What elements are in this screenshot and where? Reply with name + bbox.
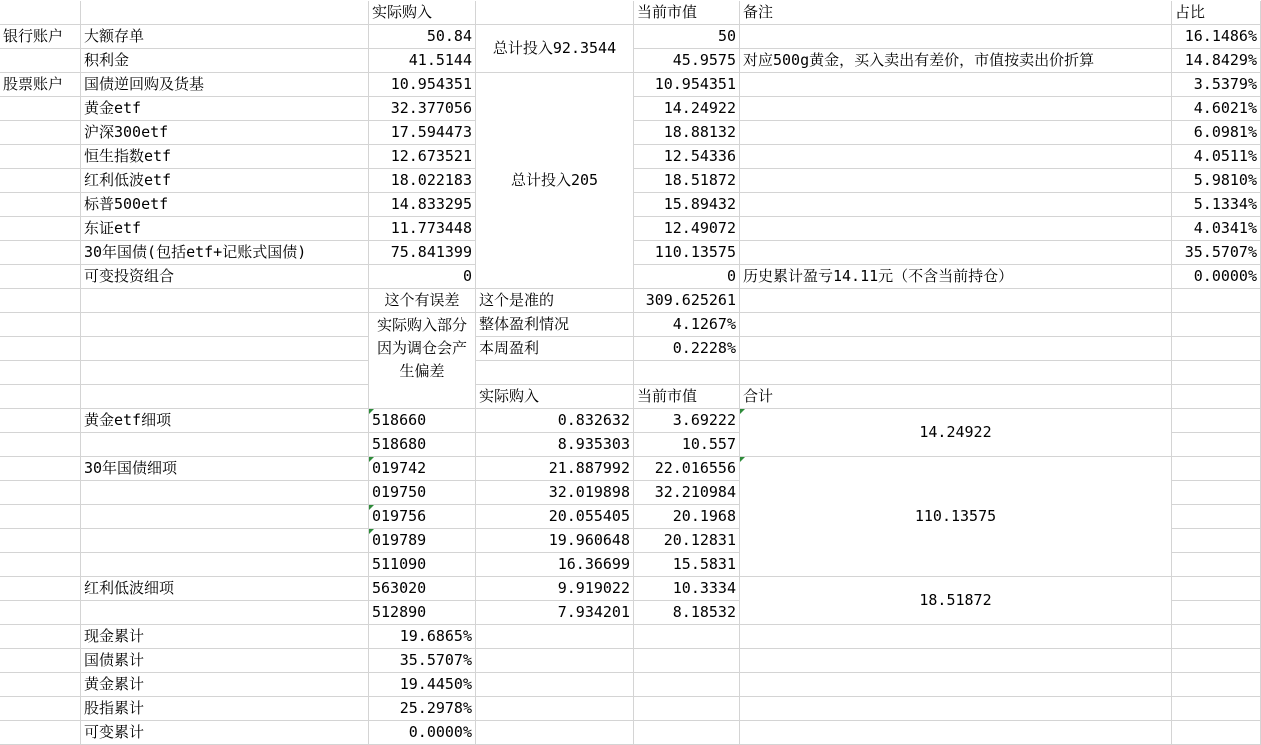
item-remark[interactable]: [740, 145, 1172, 169]
cumulative-label[interactable]: 国债累计: [81, 649, 369, 673]
cumulative-label[interactable]: 现金累计: [81, 625, 369, 649]
empty-cell[interactable]: [740, 649, 1172, 673]
item-buy[interactable]: 17.594473: [369, 121, 476, 145]
item-value[interactable]: 12.49072: [634, 217, 740, 241]
item-remark[interactable]: 对应500g黄金，买入卖出有差价，市值按卖出价折算: [740, 49, 1172, 73]
item-value[interactable]: 18.51872: [634, 169, 740, 193]
empty-cell[interactable]: [1172, 625, 1261, 649]
empty-cell[interactable]: [0, 169, 81, 193]
detail-header-buy[interactable]: 实际购入: [476, 385, 634, 409]
empty-cell[interactable]: [634, 625, 740, 649]
empty-cell[interactable]: [634, 649, 740, 673]
empty-cell[interactable]: [476, 625, 634, 649]
empty-cell[interactable]: [0, 241, 81, 265]
item-ratio[interactable]: 14.8429%: [1172, 49, 1261, 73]
item-remark[interactable]: [740, 121, 1172, 145]
item-name[interactable]: 恒生指数etf: [81, 145, 369, 169]
detail-code[interactable]: 019742: [369, 457, 476, 481]
empty-cell[interactable]: [0, 721, 81, 745]
empty-cell[interactable]: [1172, 673, 1261, 697]
empty-cell[interactable]: [1172, 481, 1261, 505]
header-ratio[interactable]: 占比: [1172, 1, 1261, 25]
detail-sum[interactable]: 14.24922: [740, 409, 1172, 457]
empty-cell[interactable]: [0, 457, 81, 481]
empty-cell[interactable]: [0, 49, 81, 73]
empty-cell[interactable]: [81, 529, 369, 553]
empty-cell[interactable]: [1172, 649, 1261, 673]
detail-value[interactable]: 20.1968: [634, 505, 740, 529]
item-remark[interactable]: [740, 241, 1172, 265]
empty-cell[interactable]: [0, 673, 81, 697]
empty-cell[interactable]: [0, 121, 81, 145]
empty-cell[interactable]: [81, 313, 369, 337]
item-ratio[interactable]: 3.5379%: [1172, 73, 1261, 97]
week-label[interactable]: 本周盈利: [476, 337, 634, 361]
empty-cell[interactable]: [0, 337, 81, 361]
empty-cell[interactable]: [0, 505, 81, 529]
item-ratio[interactable]: 5.9810%: [1172, 169, 1261, 193]
detail-buy[interactable]: 16.36699: [476, 553, 634, 577]
detail-buy[interactable]: 9.919022: [476, 577, 634, 601]
stock-total[interactable]: 总计投入205: [476, 73, 634, 289]
item-buy[interactable]: 10.954351: [369, 73, 476, 97]
empty-cell[interactable]: [634, 361, 740, 385]
item-value[interactable]: 0: [634, 265, 740, 289]
item-remark[interactable]: 历史累计盈亏14.11元（不含当前持仓）: [740, 265, 1172, 289]
empty-cell[interactable]: [81, 505, 369, 529]
item-value[interactable]: 45.9575: [634, 49, 740, 73]
detail-group-label[interactable]: 红利低波细项: [81, 577, 369, 601]
empty-cell[interactable]: [476, 1, 634, 25]
empty-cell[interactable]: [1172, 457, 1261, 481]
profit-label[interactable]: 整体盈利情况: [476, 313, 634, 337]
cumulative-label[interactable]: 可变累计: [81, 721, 369, 745]
item-buy[interactable]: 0: [369, 265, 476, 289]
empty-cell[interactable]: [1172, 505, 1261, 529]
detail-buy[interactable]: 7.934201: [476, 601, 634, 625]
item-ratio[interactable]: 6.0981%: [1172, 121, 1261, 145]
detail-buy[interactable]: 20.055405: [476, 505, 634, 529]
detail-value[interactable]: 15.5831: [634, 553, 740, 577]
empty-cell[interactable]: [1172, 577, 1261, 601]
empty-cell[interactable]: [81, 481, 369, 505]
item-name[interactable]: 黄金etf: [81, 97, 369, 121]
empty-cell[interactable]: [1172, 721, 1261, 745]
item-remark[interactable]: [740, 97, 1172, 121]
empty-cell[interactable]: [81, 361, 369, 385]
empty-cell[interactable]: [0, 361, 81, 385]
item-value[interactable]: 50: [634, 25, 740, 49]
empty-cell[interactable]: [0, 649, 81, 673]
item-value[interactable]: 12.54336: [634, 145, 740, 169]
item-buy[interactable]: 75.841399: [369, 241, 476, 265]
item-name[interactable]: 积利金: [81, 49, 369, 73]
item-value[interactable]: 10.954351: [634, 73, 740, 97]
empty-cell[interactable]: [0, 265, 81, 289]
empty-cell[interactable]: [1172, 553, 1261, 577]
empty-cell[interactable]: [0, 433, 81, 457]
detail-code[interactable]: 019789: [369, 529, 476, 553]
empty-cell[interactable]: [81, 433, 369, 457]
item-remark[interactable]: [740, 73, 1172, 97]
header-actual-buy[interactable]: 实际购入: [369, 1, 476, 25]
item-ratio[interactable]: 16.1486%: [1172, 25, 1261, 49]
detail-sum[interactable]: 110.13575: [740, 457, 1172, 577]
empty-cell[interactable]: [740, 337, 1172, 361]
item-remark[interactable]: [740, 193, 1172, 217]
empty-cell[interactable]: [0, 529, 81, 553]
empty-cell[interactable]: [1172, 409, 1261, 433]
item-remark[interactable]: [740, 25, 1172, 49]
cumulative-value[interactable]: 25.2978%: [369, 697, 476, 721]
detail-value[interactable]: 3.69222: [634, 409, 740, 433]
item-remark[interactable]: [740, 217, 1172, 241]
detail-group-label[interactable]: 黄金etf细项: [81, 409, 369, 433]
empty-cell[interactable]: [1172, 601, 1261, 625]
empty-cell[interactable]: [0, 145, 81, 169]
empty-cell[interactable]: [476, 361, 634, 385]
cumulative-label[interactable]: 黄金累计: [81, 673, 369, 697]
error-label[interactable]: 这个有误差: [369, 289, 476, 313]
item-buy[interactable]: 18.022183: [369, 169, 476, 193]
empty-cell[interactable]: [740, 313, 1172, 337]
item-buy[interactable]: 41.5144: [369, 49, 476, 73]
empty-cell[interactable]: [0, 217, 81, 241]
cumulative-value[interactable]: 19.6865%: [369, 625, 476, 649]
item-ratio[interactable]: 4.0511%: [1172, 145, 1261, 169]
detail-group-label[interactable]: 30年国债细项: [81, 457, 369, 481]
empty-cell[interactable]: [0, 409, 81, 433]
empty-cell[interactable]: [740, 721, 1172, 745]
bank-account-label[interactable]: 银行账户: [0, 25, 81, 49]
empty-cell[interactable]: [634, 673, 740, 697]
accurate-label[interactable]: 这个是准的: [476, 289, 634, 313]
empty-cell[interactable]: [0, 385, 81, 409]
empty-cell[interactable]: [0, 553, 81, 577]
item-name[interactable]: 东证etf: [81, 217, 369, 241]
empty-cell[interactable]: [740, 361, 1172, 385]
empty-cell[interactable]: [81, 385, 369, 409]
empty-cell[interactable]: [81, 1, 369, 25]
detail-buy[interactable]: 19.960648: [476, 529, 634, 553]
detail-value[interactable]: 22.016556: [634, 457, 740, 481]
empty-cell[interactable]: [740, 673, 1172, 697]
empty-cell[interactable]: [476, 649, 634, 673]
item-ratio[interactable]: 0.0000%: [1172, 265, 1261, 289]
item-ratio[interactable]: 5.1334%: [1172, 193, 1261, 217]
cumulative-value[interactable]: 0.0000%: [369, 721, 476, 745]
empty-cell[interactable]: [0, 625, 81, 649]
item-name[interactable]: 沪深300etf: [81, 121, 369, 145]
empty-cell[interactable]: [0, 97, 81, 121]
empty-cell[interactable]: [1172, 697, 1261, 721]
item-value[interactable]: 14.24922: [634, 97, 740, 121]
item-name[interactable]: 红利低波etf: [81, 169, 369, 193]
detail-value[interactable]: 20.12831: [634, 529, 740, 553]
cumulative-label[interactable]: 股指累计: [81, 697, 369, 721]
item-buy[interactable]: 32.377056: [369, 97, 476, 121]
detail-code[interactable]: 518660: [369, 409, 476, 433]
detail-header-value[interactable]: 当前市值: [634, 385, 740, 409]
detail-buy[interactable]: 0.832632: [476, 409, 634, 433]
item-buy[interactable]: 12.673521: [369, 145, 476, 169]
empty-cell[interactable]: [0, 601, 81, 625]
detail-buy[interactable]: 32.019898: [476, 481, 634, 505]
empty-cell[interactable]: [81, 289, 369, 313]
empty-cell[interactable]: [0, 193, 81, 217]
profit-value[interactable]: 4.1267%: [634, 313, 740, 337]
cumulative-value[interactable]: 35.5707%: [369, 649, 476, 673]
item-name[interactable]: 标普500etf: [81, 193, 369, 217]
empty-cell[interactable]: [1172, 361, 1261, 385]
detail-sum[interactable]: 18.51872: [740, 577, 1172, 625]
detail-value[interactable]: 10.557: [634, 433, 740, 457]
total-value[interactable]: 309.625261: [634, 289, 740, 313]
item-name[interactable]: 30年国债(包括etf+记账式国债): [81, 241, 369, 265]
item-name[interactable]: 大额存单: [81, 25, 369, 49]
empty-cell[interactable]: [1172, 337, 1261, 361]
empty-cell[interactable]: [81, 553, 369, 577]
week-value[interactable]: 0.2228%: [634, 337, 740, 361]
empty-cell[interactable]: [740, 625, 1172, 649]
item-buy[interactable]: 50.84: [369, 25, 476, 49]
empty-cell[interactable]: [740, 289, 1172, 313]
detail-code[interactable]: 563020: [369, 577, 476, 601]
empty-cell[interactable]: [740, 697, 1172, 721]
empty-cell[interactable]: [0, 313, 81, 337]
item-value[interactable]: 15.89432: [634, 193, 740, 217]
empty-cell[interactable]: [1172, 529, 1261, 553]
item-value[interactable]: 110.13575: [634, 241, 740, 265]
header-market-value[interactable]: 当前市值: [634, 1, 740, 25]
item-name[interactable]: 可变投资组合: [81, 265, 369, 289]
detail-code[interactable]: 512890: [369, 601, 476, 625]
detail-value[interactable]: 10.3334: [634, 577, 740, 601]
item-ratio[interactable]: 4.6021%: [1172, 97, 1261, 121]
cumulative-value[interactable]: 19.4450%: [369, 673, 476, 697]
detail-buy[interactable]: 8.935303: [476, 433, 634, 457]
item-buy[interactable]: 11.773448: [369, 217, 476, 241]
empty-cell[interactable]: [81, 601, 369, 625]
empty-cell[interactable]: [0, 1, 81, 25]
empty-cell[interactable]: [1172, 385, 1261, 409]
item-remark[interactable]: [740, 169, 1172, 193]
item-ratio[interactable]: 4.0341%: [1172, 217, 1261, 241]
empty-cell[interactable]: [0, 481, 81, 505]
detail-value[interactable]: 32.210984: [634, 481, 740, 505]
empty-cell[interactable]: [1172, 289, 1261, 313]
detail-code[interactable]: 019756: [369, 505, 476, 529]
detail-value[interactable]: 8.18532: [634, 601, 740, 625]
empty-cell[interactable]: [634, 697, 740, 721]
detail-buy[interactable]: 21.887992: [476, 457, 634, 481]
detail-code[interactable]: 019750: [369, 481, 476, 505]
detail-code[interactable]: 518680: [369, 433, 476, 457]
empty-cell[interactable]: [1172, 433, 1261, 457]
error-explain[interactable]: 实际购入部分因为调仓会产生偏差: [369, 313, 476, 409]
item-ratio[interactable]: 35.5707%: [1172, 241, 1261, 265]
item-name[interactable]: 国债逆回购及货基: [81, 73, 369, 97]
empty-cell[interactable]: [0, 577, 81, 601]
detail-header-sum[interactable]: 合计: [740, 385, 1172, 409]
empty-cell[interactable]: [81, 337, 369, 361]
item-value[interactable]: 18.88132: [634, 121, 740, 145]
empty-cell[interactable]: [1172, 313, 1261, 337]
item-buy[interactable]: 14.833295: [369, 193, 476, 217]
header-remark[interactable]: 备注: [740, 1, 1172, 25]
empty-cell[interactable]: [0, 697, 81, 721]
empty-cell[interactable]: [476, 721, 634, 745]
empty-cell[interactable]: [0, 289, 81, 313]
detail-code[interactable]: 511090: [369, 553, 476, 577]
empty-cell[interactable]: [476, 673, 634, 697]
empty-cell[interactable]: [476, 697, 634, 721]
empty-cell[interactable]: [634, 721, 740, 745]
bank-total[interactable]: 总计投入92.3544: [476, 25, 634, 73]
stock-account-label[interactable]: 股票账户: [0, 73, 81, 97]
